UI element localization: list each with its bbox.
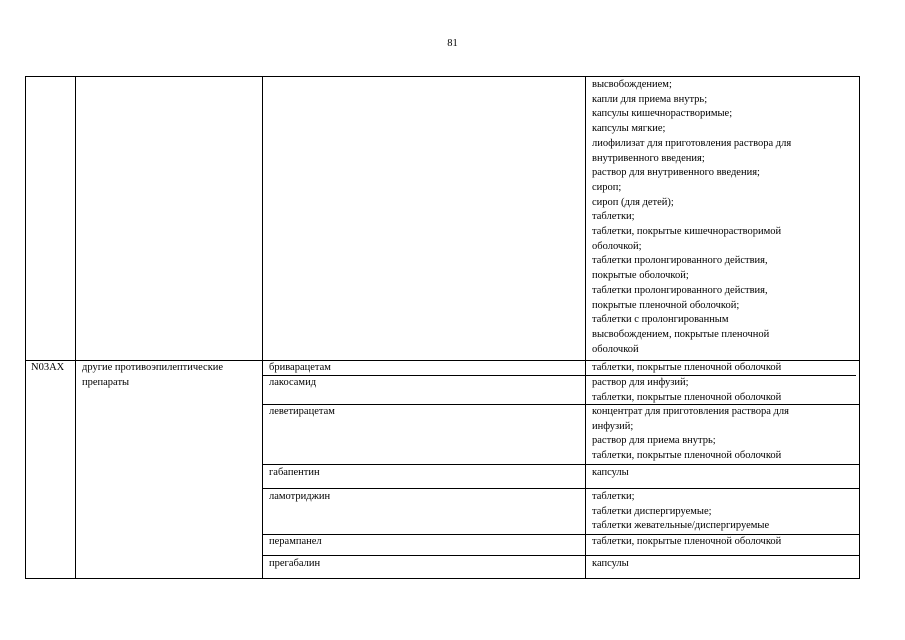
dosage-form-line: таблетки; [592, 491, 635, 502]
dosage-form-line: инфузий; [592, 420, 634, 432]
drug-name: ламотриджин [269, 491, 331, 502]
drug-forms [592, 466, 629, 481]
dosage-form-line: капли для приема внутрь; [592, 93, 708, 105]
drug-forms [592, 490, 769, 534]
dosage-form-line: высвобождением; [592, 79, 672, 90]
column-divider-2 [262, 76, 263, 579]
column-divider-3 [585, 76, 586, 579]
table-border-right [859, 76, 860, 579]
table-border-bottom [25, 578, 860, 579]
dosage-form-line: сироп; [592, 181, 622, 193]
atc-code: N03AX [31, 362, 65, 373]
drug-name: бриварацетам [269, 362, 331, 373]
drug-name: леветирацетам [269, 406, 335, 417]
group-name [82, 361, 223, 390]
continuation-forms-cell [592, 78, 791, 357]
drug-forms [592, 376, 781, 405]
dosage-form-line: капсулы [592, 558, 629, 569]
dosage-form-line: капсулы мягкие; [592, 123, 666, 135]
dosage-form-line: таблетки пролонгированного действия, [592, 284, 768, 296]
column-divider-1 [75, 76, 76, 579]
dosage-form-line: лиофилизат для приготовления раствора для [592, 137, 792, 149]
drug-name: перампанел [269, 536, 322, 547]
table-border-left [25, 76, 26, 579]
drug-forms [592, 361, 781, 376]
row-divider [262, 488, 860, 489]
drug-name: габапентин [269, 467, 320, 478]
dosage-form-line: таблетки, покрытые пленочной оболочкой [592, 450, 782, 462]
dosage-form-line: оболочкой; [592, 240, 642, 252]
dosage-form-line: раствор для приема внутрь; [592, 435, 716, 447]
dosage-form-line: покрытые оболочкой; [592, 270, 689, 282]
page-number: 81 [447, 38, 458, 49]
table-border-top [25, 76, 860, 77]
dosage-form-line: раствор для внутривенного введения; [592, 167, 760, 179]
dosage-form-line: таблетки диспергируемые; [592, 505, 712, 517]
group-name-line: другие противоэпилептические [82, 362, 224, 373]
dosage-form-line: таблетки, покрытые пленочной оболочкой [592, 362, 782, 373]
dosage-form-line: высвобождением, покрытые пленочной [592, 328, 770, 340]
dosage-form-line: таблетки, покрытые пленочной оболочкой [592, 536, 782, 547]
drug-forms [592, 557, 629, 572]
dosage-form-line: оболочкой [592, 343, 639, 355]
dosage-form-line: концентрат для приготовления раствора для [592, 406, 789, 417]
dosage-form-line: покрытые пленочной оболочкой; [592, 299, 740, 311]
dosage-form-line: таблетки с пролонгированным [592, 314, 729, 326]
dosage-form-line: таблетки пролонгированного действия, [592, 255, 768, 267]
dosage-form-line: раствор для инфузий; [592, 377, 689, 388]
drug-forms [592, 405, 789, 464]
dosage-form-line: таблетки, покрытые пленочной оболочкой [592, 391, 782, 403]
dosage-form-line: таблетки, покрытые кишечнорастворимой [592, 226, 782, 238]
row-divider [262, 464, 860, 465]
row-divider [262, 555, 860, 556]
dosage-form-line: сироп (для детей); [592, 196, 674, 208]
drug-name: прегабалин [269, 558, 321, 569]
dosage-form-line: внутривенного введения; [592, 152, 705, 164]
dosage-form-line: капсулы [592, 467, 629, 478]
dosage-form-line: таблетки; [592, 211, 635, 223]
drug-name: лакосамид [269, 377, 317, 388]
dosage-form-line: капсулы кишечнорастворимые; [592, 108, 733, 120]
drug-forms [592, 535, 781, 550]
group-name-line: препараты [82, 376, 130, 388]
dosage-form-line: таблетки жевательные/диспергируемые [592, 520, 770, 532]
